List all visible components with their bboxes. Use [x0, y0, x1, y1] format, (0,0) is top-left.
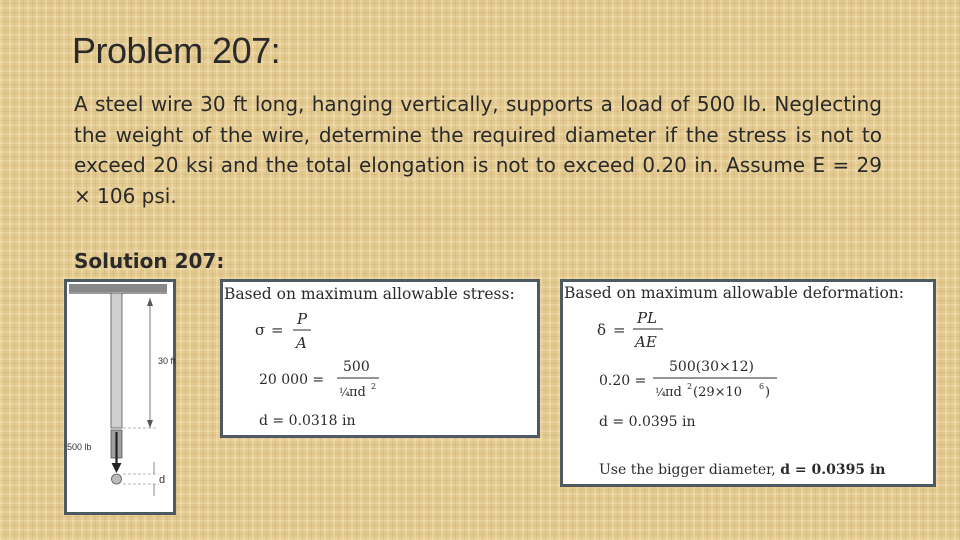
conclusion-line — [599, 462, 885, 478]
deformation-result: d = 0.0395 in — [599, 414, 696, 430]
modulus-exponent: 6 — [759, 382, 765, 391]
pi-d-term: πd — [349, 385, 366, 400]
wire-figure — [64, 279, 176, 515]
PL-term: PL — [637, 309, 658, 327]
quarter-fraction: ¼ — [339, 386, 350, 399]
conclusion-value: d = 0.0395 in — [780, 462, 886, 478]
stress-heading: Based on maximum allowable stress: — [224, 285, 515, 303]
A-symbol: A — [296, 334, 307, 352]
wire-section — [112, 474, 122, 484]
steel-wire — [111, 293, 122, 428]
load-arrowhead — [112, 463, 122, 473]
equals-sign: = — [271, 321, 284, 339]
load-label: 500 lb — [67, 442, 92, 452]
deformation-numerator: 500(30×12) — [669, 359, 755, 375]
square-exponent: 2 — [371, 382, 377, 391]
length-arrow-top — [147, 298, 153, 306]
slide-title: Problem 207: — [72, 30, 281, 71]
sigma-symbol: σ — [255, 321, 266, 339]
load-numerator: 500 — [343, 359, 370, 375]
solution-heading: Solution 207: — [74, 249, 225, 273]
pi-d-term: πd — [665, 385, 682, 400]
length-label: 30 ft — [158, 356, 176, 366]
diameter-label: d — [159, 474, 166, 486]
problem-statement: A steel wire 30 ft long, hanging vertically, supports a load of 500 lb. Neglecting the weight of the wire, determine the required diameter if the stress is not to exceed 20 ksi and the total elongation is not to exceed 0.20 in. Assume E = 29 × 106 psi. — [74, 92, 882, 208]
modulus-term: (29×10 — [693, 385, 743, 400]
P-symbol: P — [297, 310, 308, 328]
quarter-fraction: ¼ — [655, 386, 666, 399]
modulus-close: ) — [765, 385, 771, 400]
AE-term: AE — [635, 333, 657, 351]
deformation-equation-lhs: 0.20 = — [599, 373, 647, 389]
deformation-heading: Based on maximum allowable deformation: — [564, 284, 905, 302]
square-exponent: 2 — [687, 382, 693, 391]
wire-diagram — [67, 282, 176, 512]
stress-solution-panel — [220, 279, 540, 438]
deformation-solution-panel — [560, 279, 936, 487]
stress-equation-lhs: 20 000 = — [259, 372, 325, 388]
conclusion-prefix: Use the bigger diameter, — [599, 462, 776, 478]
delta-symbol: δ — [597, 321, 607, 339]
stress-result: d = 0.0318 in — [259, 413, 356, 429]
length-arrow-bottom — [147, 420, 153, 428]
ceiling-support — [69, 284, 167, 292]
equals-sign: = — [613, 321, 626, 339]
